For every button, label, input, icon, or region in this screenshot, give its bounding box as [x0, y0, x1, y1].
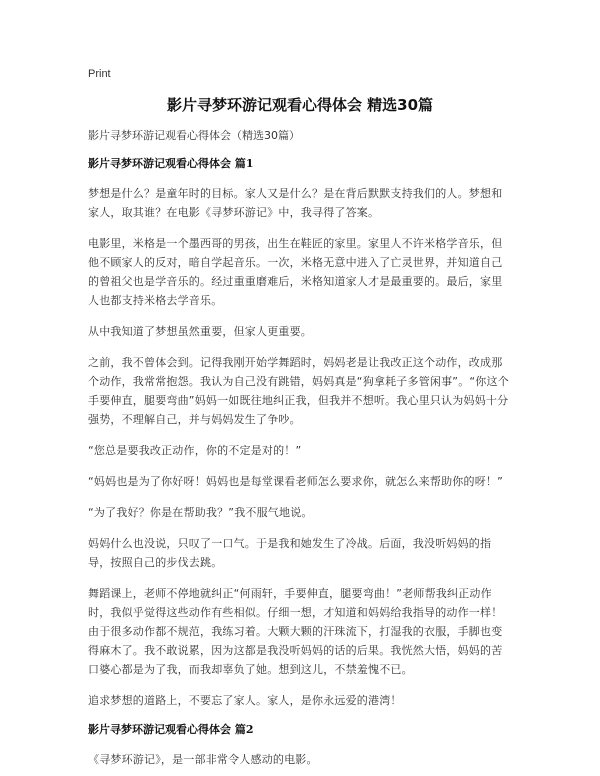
section-heading: 影片寻梦环游记观看心得体会 篇2: [88, 723, 254, 736]
paragraph: “为了我好？你是在帮助我？”我不服气地说。: [88, 506, 313, 519]
paragraph: 梦想是什么？是童年时的目标。家人又是什么？是在背后默默支持我们的人。梦想和家人，取其谁？在电影《寻梦环游记》中，我寻得了答案。: [88, 187, 503, 219]
paragraph: 舞蹈课上，老师不停地就纠正“何雨轩，手要伸直，腿要弯曲！”老师帮我纠正动作时，我似乎觉得这些动作有些相似。仔细一想，才知道和妈妈给我指导的动作一样！由于很多动作都不规范，我练习着。大颗大颗的汗珠流下，打湿我的衣服，手脚也变得麻木了。我不敢说累，因为这都是我没听妈妈的话的后果。我恍然大悟，妈妈的苦口婆心都是为了我，而我却辜负了她。想到这儿，不禁羞愧不已。: [88, 587, 503, 676]
section-heading: 影片寻梦环游记观看心得体会 篇1: [88, 157, 254, 170]
paragraph: “您总是要我改正动作，你的不定是对的！”: [88, 444, 302, 457]
paragraph: 妈妈什么也没说，只叹了一口气。于是我和她发生了冷战。后面，我没听妈妈的指导，按照自己的步伐去跳。: [88, 537, 492, 569]
paragraph: 电影里，米格是一个墨西哥的男孩，出生在鞋匠的家里。家里人不许米格学音乐，但他不顾家人的反对，暗自学起音乐。一次，米格无意中进入了亡灵世界，并知道自己的曾祖父也是学音乐的。经过重重磨难后，米格知道家人才是最重要的。最后，家里人也都支持米格去学音乐。: [88, 237, 503, 307]
paragraph: “妈妈也是为了你好呀！妈妈也是每堂课看老师怎么要求你，就怎么来帮助你的呀！”: [88, 475, 503, 488]
print-link[interactable]: Print: [88, 68, 111, 80]
paragraph: 《寻梦环游记》，是一部非常令人感动的电影。: [88, 753, 318, 766]
page-title: 影片寻梦环游记观看心得体会 精选30篇: [166, 96, 434, 114]
paragraph: 从中我知道了梦想虽然重要，但家人更重要。: [88, 325, 312, 338]
paragraph: 追求梦想的道路上，不要忘了家人。家人，是你永远爱的港湾！: [88, 694, 402, 707]
section-2: [88, 722, 512, 769]
section-1: [88, 156, 512, 710]
paragraph: 之前，我不曾体会到。记得我刚开始学舞蹈时，妈妈老是让我改正这个动作，改成那个动作，我常常抱怨。我认为自己没有跳错，妈妈真是“狗拿耗子多管闲事”。“你这个手要伸直，腿要弯曲”妈妈一如既往地纠正我，但我并不想听。我心里只认为妈妈十分强势，不理解自己，并与妈妈发生了争吵。: [88, 356, 509, 426]
document-subtitle: 影片寻梦环游记观看心得体会（精选30篇）: [88, 129, 300, 142]
